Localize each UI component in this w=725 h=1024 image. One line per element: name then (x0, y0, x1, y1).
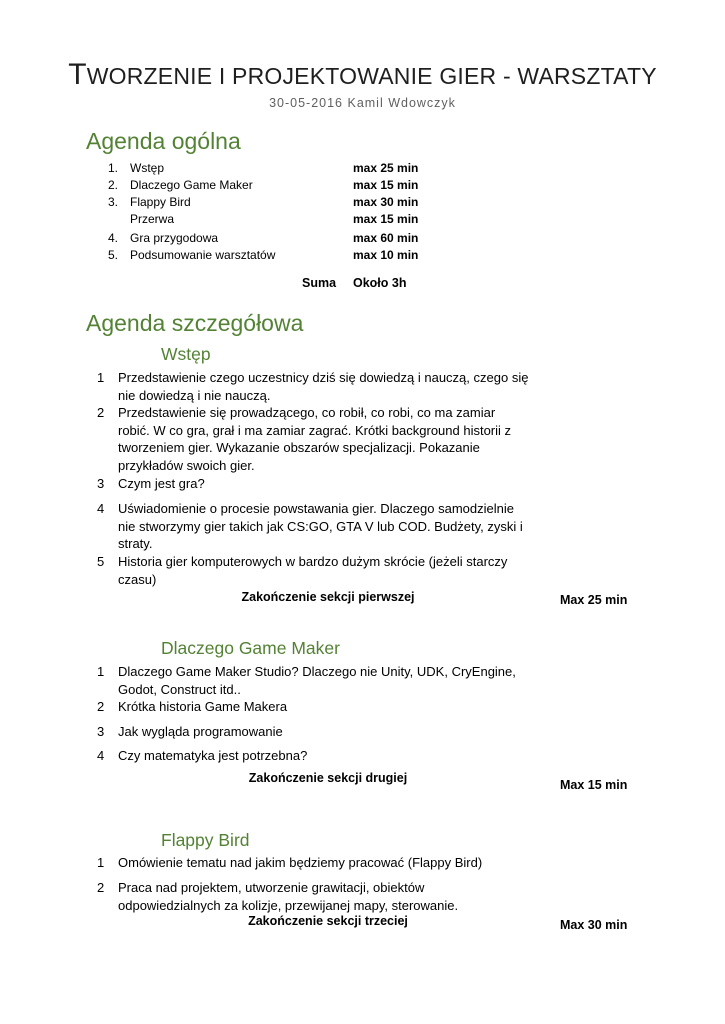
agenda-item-label: Podsumowanie warsztatów (130, 248, 276, 262)
list-item-line: nie stworzymy gier takich jak CS:GO, GTA V lub COD. Budżety, zyski i (118, 518, 523, 534)
list-item (118, 404, 511, 474)
section-title-game-maker: Dlaczego Game Maker (161, 638, 340, 658)
list-item-number: 1 (97, 855, 105, 870)
list-item-line: Dlaczego Game Maker Studio? Dlaczego nie Unity, UDK, CryEngine, (118, 664, 516, 679)
section-duration: Max 25 min (560, 593, 628, 607)
list-item (118, 747, 307, 765)
list-item-line: straty. (118, 536, 153, 551)
list-item (118, 663, 516, 698)
list-item-line: Praca nad projektem, utworzenie grawitacji, obiektów (118, 880, 425, 895)
title-separator: - (496, 63, 518, 89)
sum-value: Około 3h (353, 276, 407, 290)
agenda-item-duration: max 60 min (353, 231, 419, 245)
agenda-item-number: 5. (108, 248, 119, 262)
list-item-line: odpowiedzialnych za kolizje, przewijanej mapy, sterowanie. (118, 897, 459, 913)
agenda-item-number: 4. (108, 231, 119, 245)
list-item-line: Czym jest gra? (118, 476, 205, 491)
agenda-item-duration: max 15 min (353, 178, 419, 192)
list-item-number: 2 (97, 880, 105, 895)
agenda-item-duration: max 10 min (353, 248, 419, 262)
sum-label: Suma (302, 276, 337, 290)
list-item-number: 1 (97, 370, 105, 385)
list-item-line: nie dowiedzą i nie nauczą. (118, 387, 271, 403)
list-item-number: 3 (97, 724, 105, 739)
list-item-line: Historia gier komputerowych w bardzo dużym skrócie (jeżeli starczy (118, 554, 508, 569)
document-subtitle: 30-05-2016 Kamil Wdowczyk (269, 96, 456, 110)
list-item (118, 854, 482, 872)
list-item-line: Czy matematyka jest potrzebna? (118, 748, 308, 763)
list-item (118, 879, 458, 914)
list-item (118, 698, 287, 716)
agenda-item-duration: max 15 min (353, 212, 419, 226)
agenda-item-duration: max 25 min (353, 161, 419, 175)
agenda-item-duration: max 30 min (353, 195, 419, 209)
list-item-number: 4 (97, 748, 105, 763)
list-item-line: Uświadomienie o procesie powstawania gier. Dlaczego samodzielnie (118, 501, 514, 516)
list-item-line: Godot, Construct itd.. (118, 681, 241, 697)
agenda-item-label: Flappy Bird (130, 195, 191, 209)
general-agenda-heading: Agenda ogólna (86, 128, 241, 154)
list-item (118, 553, 507, 588)
list-item (118, 475, 205, 493)
list-item-number: 2 (97, 405, 105, 420)
list-item-line: Jak wygląda programowanie (118, 724, 283, 739)
list-item-number: 4 (97, 501, 105, 516)
list-item-line: Krótka historia Game Makera (118, 699, 288, 714)
list-item-line: czasu) (118, 571, 157, 587)
section-duration: Max 15 min (560, 778, 628, 792)
list-item-number: 3 (97, 476, 105, 491)
section-title-flappy-bird: Flappy Bird (161, 830, 250, 850)
list-item-number: 5 (97, 554, 105, 569)
section-closing: Zakończenie sekcji trzeciej (248, 914, 408, 928)
list-item-line: tworzeniem gier. Wykazanie obszarów specjalizacji. Pokazanie (118, 440, 480, 455)
list-item-number: 2 (97, 699, 105, 714)
list-item (118, 369, 528, 404)
list-item-line: robić. W co gra, grał i ma zamiar zagrać. Krótki background historii z (118, 422, 512, 438)
list-item-line: Przedstawienie czego uczestnicy dziś się dowiedzą i nauczą, czego się (118, 370, 529, 385)
agenda-item-number: 3. (108, 195, 119, 209)
list-item (118, 723, 283, 741)
agenda-item-label: Gra przygodowa (130, 231, 219, 245)
title-initial: T (68, 58, 87, 91)
list-item (118, 500, 523, 553)
section-title-intro: Wstęp (161, 344, 211, 364)
list-item-number: 1 (97, 664, 105, 679)
list-item-line: Omówienie tematu nad jakim będziemy pracować (Flappy Bird) (118, 855, 483, 870)
section-closing: Zakończenie sekcji pierwszej (241, 590, 415, 604)
title-part-2: WARSZTATY (517, 63, 657, 89)
agenda-item-label: Dlaczego Game Maker (130, 178, 253, 192)
detailed-agenda-heading: Agenda szczegółowa (86, 310, 304, 336)
agenda-item-number: 2. (108, 178, 119, 192)
list-item-line: Przedstawienie się prowadzącego, co robił, co robi, co ma zamiar (118, 405, 496, 420)
agenda-item-label: Przerwa (130, 212, 175, 226)
section-duration: Max 30 min (560, 918, 628, 932)
agenda-item-label: Wstęp (130, 161, 165, 175)
agenda-item-number: 1. (108, 161, 119, 175)
title-part-1: WORZENIE I PROJEKTOWANIE GIER (86, 63, 497, 89)
section-closing: Zakończenie sekcji drugiej (248, 771, 408, 785)
document-title (0, 58, 725, 92)
list-item-line: przykładów swoich gier. (118, 457, 255, 473)
